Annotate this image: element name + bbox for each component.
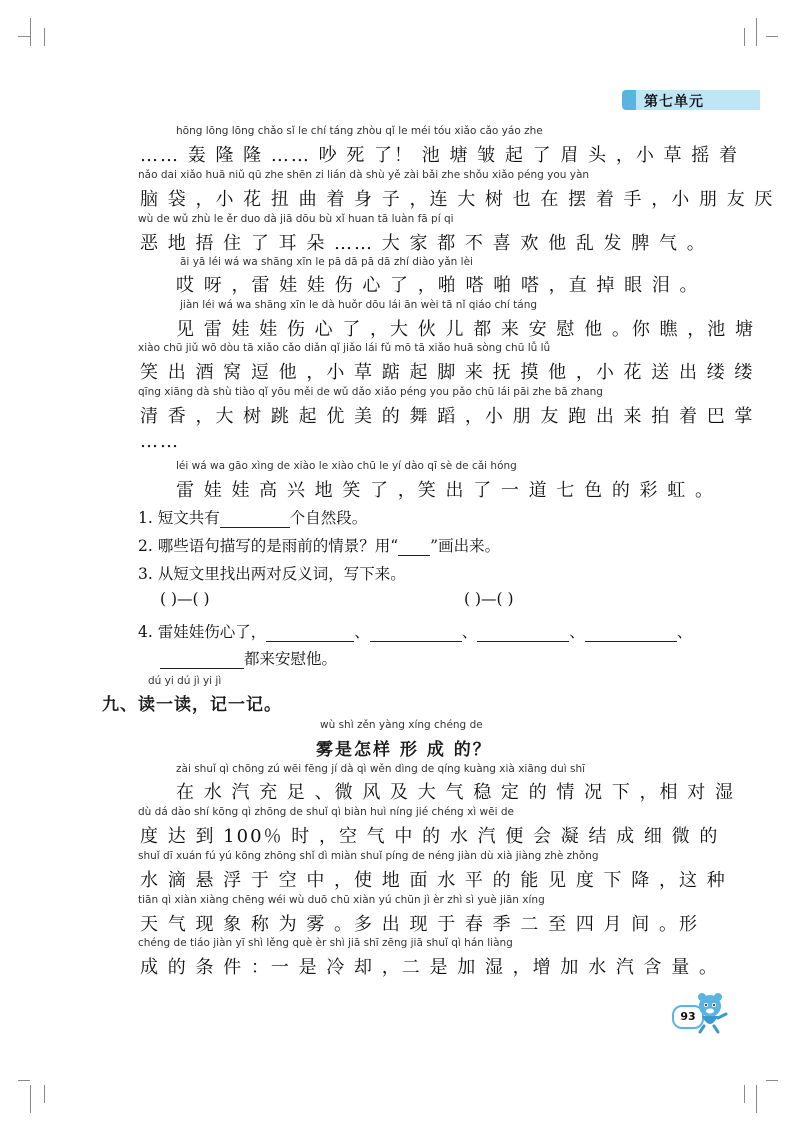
text-line: 成 的 条 件 ：一 是 冷 却 ，二 是 加 湿 ，增 加 水 汽 含 量 。 (140, 957, 719, 978)
question-3: 3. 从短文里找出两对反义词，写下来。 (138, 565, 406, 583)
pinyin-line: jiàn léi wá wa shāng xīn le dà huǒr dōu lái ān wèi tā nǐ qiáo chí táng (180, 299, 538, 311)
pinyin-line: nǎo dai xiǎo huā niǔ qū zhe shēn zi lián dà shù yě zài bǎi zhe shǒu xiǎo péng you yàn (138, 169, 590, 181)
pinyin-line: qīng xiāng dà shù tiào qǐ yōu měi de wǔ dǎo xiǎo péng you pǎo chū lái pāi zhe bā zhang (138, 386, 603, 398)
text-line: 恶 地 捂 住 了 耳 朵 …… 大 家 都 不 喜 欢 他 乱 发 脾 气 。 (140, 233, 707, 254)
answer-blank[interactable] (220, 509, 290, 528)
crop-mark (30, 1085, 31, 1113)
separator: 、 (354, 623, 370, 641)
crop-mark (766, 1080, 778, 1081)
section-heading: 九、读一读，记一记。 (102, 695, 282, 715)
question-2 (138, 534, 500, 556)
separator: 、 (461, 623, 478, 641)
text-line: 水 滴 悬 浮 于 空 中 ，使 地 面 水 平 的 能 见 度 下 降 ，这 种 (140, 870, 727, 891)
mascot-icon (692, 992, 728, 1034)
question-1 (138, 506, 367, 528)
text-line: 度 达 到 100％ 时 ，空 气 中 的 水 汽 便 会 凝 结 成 细 微 的 (140, 826, 720, 847)
pinyin-line: zài shuǐ qì chōng zú wēi fēng jí dà qì wěn dìng de qíng kuàng xià xiāng duì shī (176, 763, 586, 775)
text-line: 在 水 汽 充 足 、微 风 及 大 气 稳 定 的 情 况 下 ，相 对 湿 (176, 782, 735, 803)
unit-label: 第七单元 (644, 94, 704, 110)
text-line: …… 轰 隆 隆 …… 吵 死 了！ 池 塘 皱 起 了 眉 头 ，小 草 摇 着 (140, 145, 739, 166)
question-2-suffix: ”画出来。 (430, 537, 501, 555)
text-line: 哎 呀 ，雷 娃 娃 伤 心 了 ，啪 嗒 啪 嗒 ，直 掉 眼 泪 。 (176, 275, 700, 296)
crop-mark (30, 18, 31, 46)
section-pinyin: dú yi dú jì yi jì (148, 675, 222, 687)
antonym-pair-1[interactable]: ( )—( ) (160, 590, 210, 608)
question-1-text: 1. 短文共有 (138, 509, 220, 527)
answer-blank[interactable] (585, 623, 677, 642)
separator: 、 (676, 623, 693, 641)
title-pinyin: wù shì zěn yàng xíng chéng de (320, 719, 483, 731)
crop-mark (744, 28, 745, 46)
crop-mark (756, 18, 757, 46)
pinyin-line: hōng lōng lōng chǎo sǐ le chí táng zhòu qǐ le méi tóu xiǎo cǎo yáo zhe (176, 125, 543, 137)
crop-mark (744, 1085, 745, 1103)
question-2-text: 2. 哪些语句描写的是雨前的情景？用“ (138, 537, 399, 555)
crop-mark (18, 36, 30, 37)
unit-header (622, 90, 760, 110)
page-number: 93 (672, 1005, 704, 1029)
text-line: …… (140, 431, 180, 452)
antonym-pair-2[interactable]: ( )—( ) (464, 590, 514, 608)
article-title: 雾是怎样 形 成 的？ (316, 740, 492, 760)
question-4-cont (160, 647, 337, 669)
pinyin-line: āi yā léi wá wa shāng xīn le pā dā pā dā zhí diào yǎn lèi (180, 256, 473, 268)
crop-mark (756, 1085, 757, 1113)
pinyin-line: dù dá dào shí kōng qì zhōng de shuǐ qì biàn huì níng jié chéng xì wēi de (138, 806, 514, 818)
question-4-suffix: 都来安慰他。 (244, 650, 338, 668)
text-line: 清 香 ，大 树 跳 起 优 美 的 舞 蹈 ，小 朋 友 跑 出 来 拍 着 巴 掌 (140, 406, 755, 427)
crop-mark (18, 1080, 30, 1081)
text-line: 雷 娃 娃 高 兴 地 笑 了 ，笑 出 了 一 道 七 色 的 彩 虹 。 (176, 480, 715, 501)
text-line: 见 雷 娃 娃 伤 心 了 ，大 伙 儿 都 来 安 慰 他 。你 瞧 ，池 塘 (176, 319, 755, 340)
answer-blank[interactable] (160, 650, 244, 669)
underline-symbol (398, 537, 430, 556)
pinyin-line: chéng de tiáo jiàn yī shì lěng què èr shì jiā shī zēng jiā shuǐ qì hán liàng (138, 937, 513, 949)
text-line: 笑 出 酒 窝 逗 他 ，小 草 踮 起 脚 来 抚 摸 他 ，小 花 送 出 缕 缕 (140, 362, 755, 383)
question-4-text: 4. 雷娃娃伤心了， (138, 623, 267, 641)
separator: 、 (569, 623, 585, 641)
text-line: 脑 袋 ，小 花 扭 曲 着 身 子 ，连 大 树 也 在 摆 着 手 ，小 朋 友 厌 (140, 189, 775, 210)
unit-header-tab (622, 90, 636, 110)
answer-blank[interactable] (370, 623, 462, 642)
answer-blank[interactable] (266, 623, 354, 642)
text-line: 天 气 现 象 称 为 雾 。多 出 现 于 春 季 二 至 四 月 间 。形 (140, 914, 699, 935)
pinyin-line: xiào chū jiǔ wō dòu tā xiǎo cǎo diǎn qǐ jiǎo lái fǔ mō tā xiǎo huā sòng chū lǚ lǚ (138, 342, 551, 354)
crop-mark (44, 1085, 45, 1103)
crop-mark (766, 36, 778, 37)
answer-blank[interactable] (477, 623, 569, 642)
pinyin-line: wù de wǔ zhù le ěr duo dà jiā dōu bù xǐ huan tā luàn fā pí qi (138, 213, 454, 225)
question-1-suffix: 个自然段。 (289, 509, 368, 527)
pinyin-line: shuǐ dī xuán fú yú kōng zhōng shǐ dì miàn shuǐ píng de néng jiàn dù xià jiàng zhè zhǒng (138, 850, 599, 862)
crop-mark (44, 28, 45, 46)
pinyin-line: léi wá wa gāo xìng de xiào le xiào chū le yí dào qī sè de cǎi hóng (176, 460, 517, 472)
question-4 (138, 620, 692, 642)
pinyin-line: tiān qì xiàn xiàng chēng wéi wù duō chū xiàn yú chūn jì èr zhì sì yuè jiān xíng (138, 894, 545, 906)
